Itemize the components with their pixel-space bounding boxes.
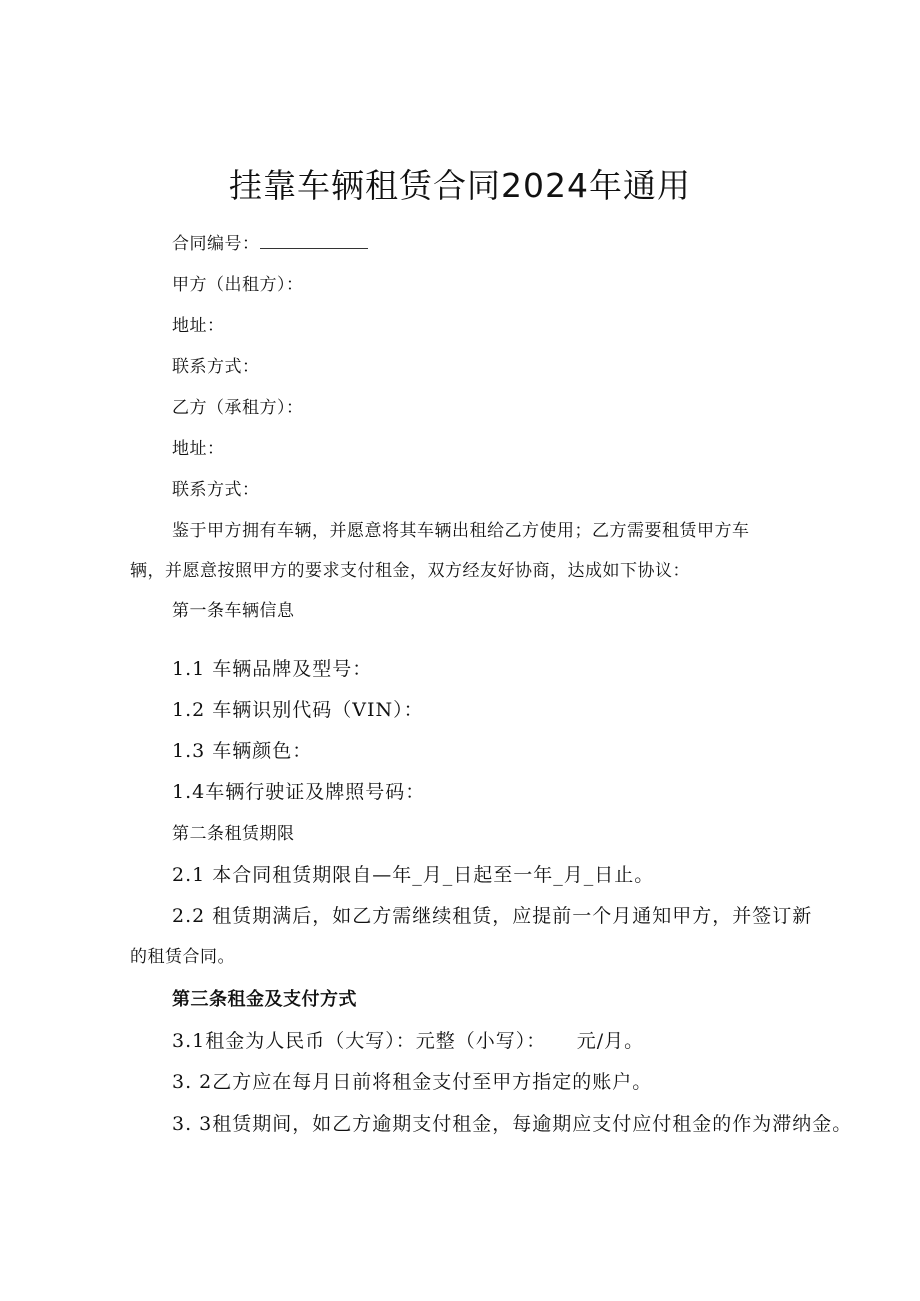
article-2-clause-2-line-2: 的租赁合同。 xyxy=(130,947,235,967)
party-b-label: 乙方（承租方）： xyxy=(172,398,304,418)
party-a-address: 地址： xyxy=(172,316,225,336)
contract-number-line xyxy=(172,229,368,254)
article-3-title: 第三条租金及支付方式 xyxy=(172,989,357,1010)
party-b-address: 地址： xyxy=(172,439,225,459)
article-2-clause-1: 2.1 本合同租赁期限自—年_月_日起至一年_月_日止。 xyxy=(172,864,655,886)
party-b-contact: 联系方式： xyxy=(172,480,260,500)
party-a-contact: 联系方式： xyxy=(172,357,260,377)
article-2-clause-2-line-1: 2.2 租赁期满后，如乙方需继续租赁，应提前一个月通知甲方，并签订新 xyxy=(172,905,813,927)
article-2-title: 第二条租赁期限 xyxy=(172,824,295,844)
article-3-clause-1: 3.1租金为人民币（大写）：元整（小写）： 元/月。 xyxy=(172,1030,645,1052)
article-1-clause-2: 1.2 车辆识别代码（VIN）： xyxy=(172,699,424,721)
article-1-title: 第一条车辆信息 xyxy=(172,601,295,621)
intro-line-2: 辆，并愿意按照甲方的要求支付租金，双方经友好协商，达成如下协议： xyxy=(130,561,690,581)
document-title: 挂靠车辆租赁合同2024年通用 xyxy=(229,166,691,205)
article-1-clause-4: 1.4车辆行驶证及牌照号码： xyxy=(172,781,426,803)
article-3-clause-2: 3. 2乙方应在每月日前将租金支付至甲方指定的账户。 xyxy=(172,1071,653,1093)
article-3-clause-3: 3. 3租赁期间，如乙方逾期支付租金，每逾期应支付应付租金的作为滞纳金。 xyxy=(172,1113,853,1135)
article-1-clause-3: 1.3 车辆颜色： xyxy=(172,740,313,762)
article-1-clause-1: 1.1 车辆品牌及型号： xyxy=(172,658,373,680)
intro-line-1: 鉴于甲方拥有车辆，并愿意将其车辆出租给乙方使用；乙方需要租赁甲方车 xyxy=(172,521,750,541)
contract-number-label: 合同编号： xyxy=(172,234,260,254)
party-a-label: 甲方（出租方）： xyxy=(172,275,304,295)
contract-number-blank xyxy=(260,234,368,249)
